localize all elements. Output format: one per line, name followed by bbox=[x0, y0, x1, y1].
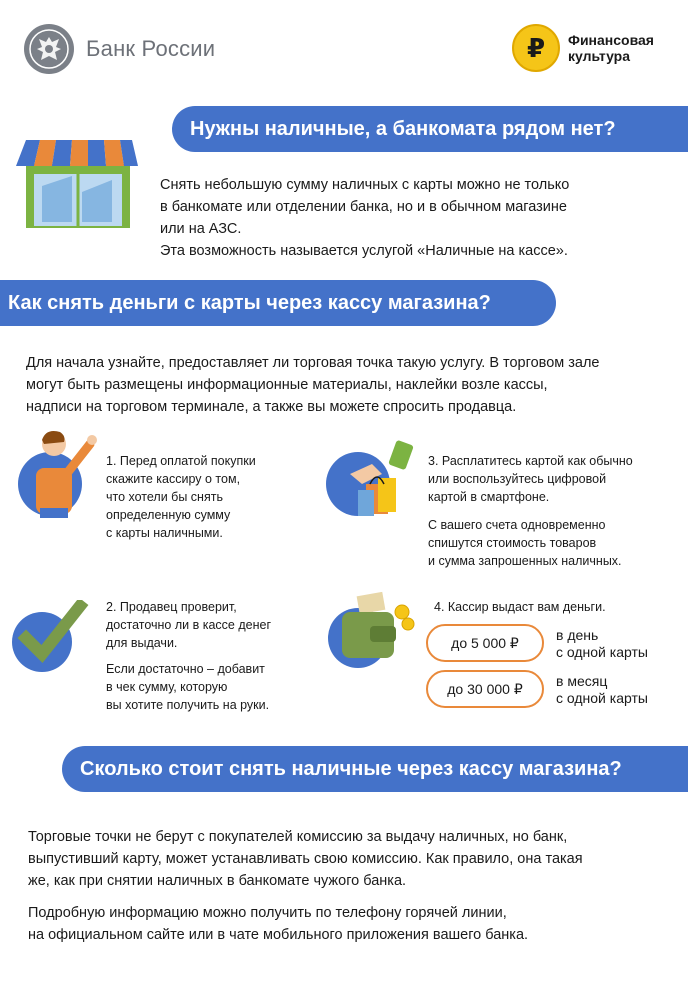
hand-shopping-bags-icon bbox=[322, 440, 418, 520]
step4-title: 4. Кассир выдаст вам деньги. bbox=[434, 600, 606, 614]
section1-banner bbox=[172, 106, 688, 152]
step1-text: 1. Перед оплатой покупки скажите кассиру о том, что хотели бы снять определенную сумму с карты наличными. bbox=[106, 454, 256, 540]
section1-title: Нужны наличные, а банкомата рядом нет? bbox=[190, 117, 616, 140]
section3-banner bbox=[62, 746, 688, 792]
section3-para1: Торговые точки не берут с покупателей комиссию за выдачу наличных, но банк, выпустивший карту, может устанавливать свою комиссию. Как правило, она такая же, как при снятии наличных в банкомате чужого банка. bbox=[28, 829, 583, 889]
bank-name: Банк России bbox=[86, 36, 216, 61]
section1-text: Снять небольшую сумму наличных с карты можно не только в банкомате или отделении банка, но и в обычном магазине или на АЗС. Эта возможность называется услугой «Наличные на кассе». bbox=[160, 177, 570, 259]
section3-title: Сколько стоит снять наличные через кассу магазина? bbox=[80, 757, 622, 780]
fin-culture-logo bbox=[512, 24, 658, 72]
limit-month-note: в месяц с одной карты bbox=[556, 673, 648, 706]
step3-text: 3. Расплатитесь картой как обычно или воспользуйтесь цифровой картой в смартфоне. bbox=[428, 454, 633, 504]
fin-culture-line1: Финансовая bbox=[568, 32, 654, 48]
ruble-coin-icon: ₽ bbox=[512, 24, 560, 72]
section2-title: Как снять деньги с карты через кассу магазина? bbox=[8, 291, 491, 314]
eagle-emblem-icon bbox=[24, 24, 74, 74]
check-mark-icon bbox=[8, 600, 98, 680]
fin-culture-line2: культура bbox=[568, 48, 631, 64]
step3-note: С вашего счета одновременно спишутся стоимость товаров и сумма запрошенных наличных. bbox=[428, 518, 622, 568]
person-pointing-icon bbox=[8, 422, 104, 518]
section2-intro: Для начала узнайте, предоставляет ли торговая точка такую услугу. В торговом зале могут быть размещены информационные материалы, наклейки возле кассы, надписи на торговом терминале, а также вы можете спросить продавца. bbox=[26, 355, 600, 415]
step2-text: 2. Продавец проверит, достаточно ли в кассе денег для выдачи. bbox=[106, 600, 272, 650]
limit-day-pill: до 5 000 ₽ bbox=[426, 624, 544, 662]
limit-month-pill: до 30 000 ₽ bbox=[426, 670, 544, 708]
shop-storefront-icon bbox=[12, 136, 140, 232]
limit-day-note: в день с одной карты bbox=[556, 627, 648, 660]
bank-of-russia-logo bbox=[24, 24, 215, 74]
section3-para2: Подробную информацию можно получить по телефону горячей линии, на официальном сайте или в чате мобильного приложения вашего банка. bbox=[28, 905, 529, 943]
section2-banner bbox=[0, 280, 556, 326]
wallet-coins-icon bbox=[322, 586, 418, 676]
step2-note: Если достаточно – добавит в чек сумму, которую вы хотите получить на руки. bbox=[106, 662, 270, 712]
